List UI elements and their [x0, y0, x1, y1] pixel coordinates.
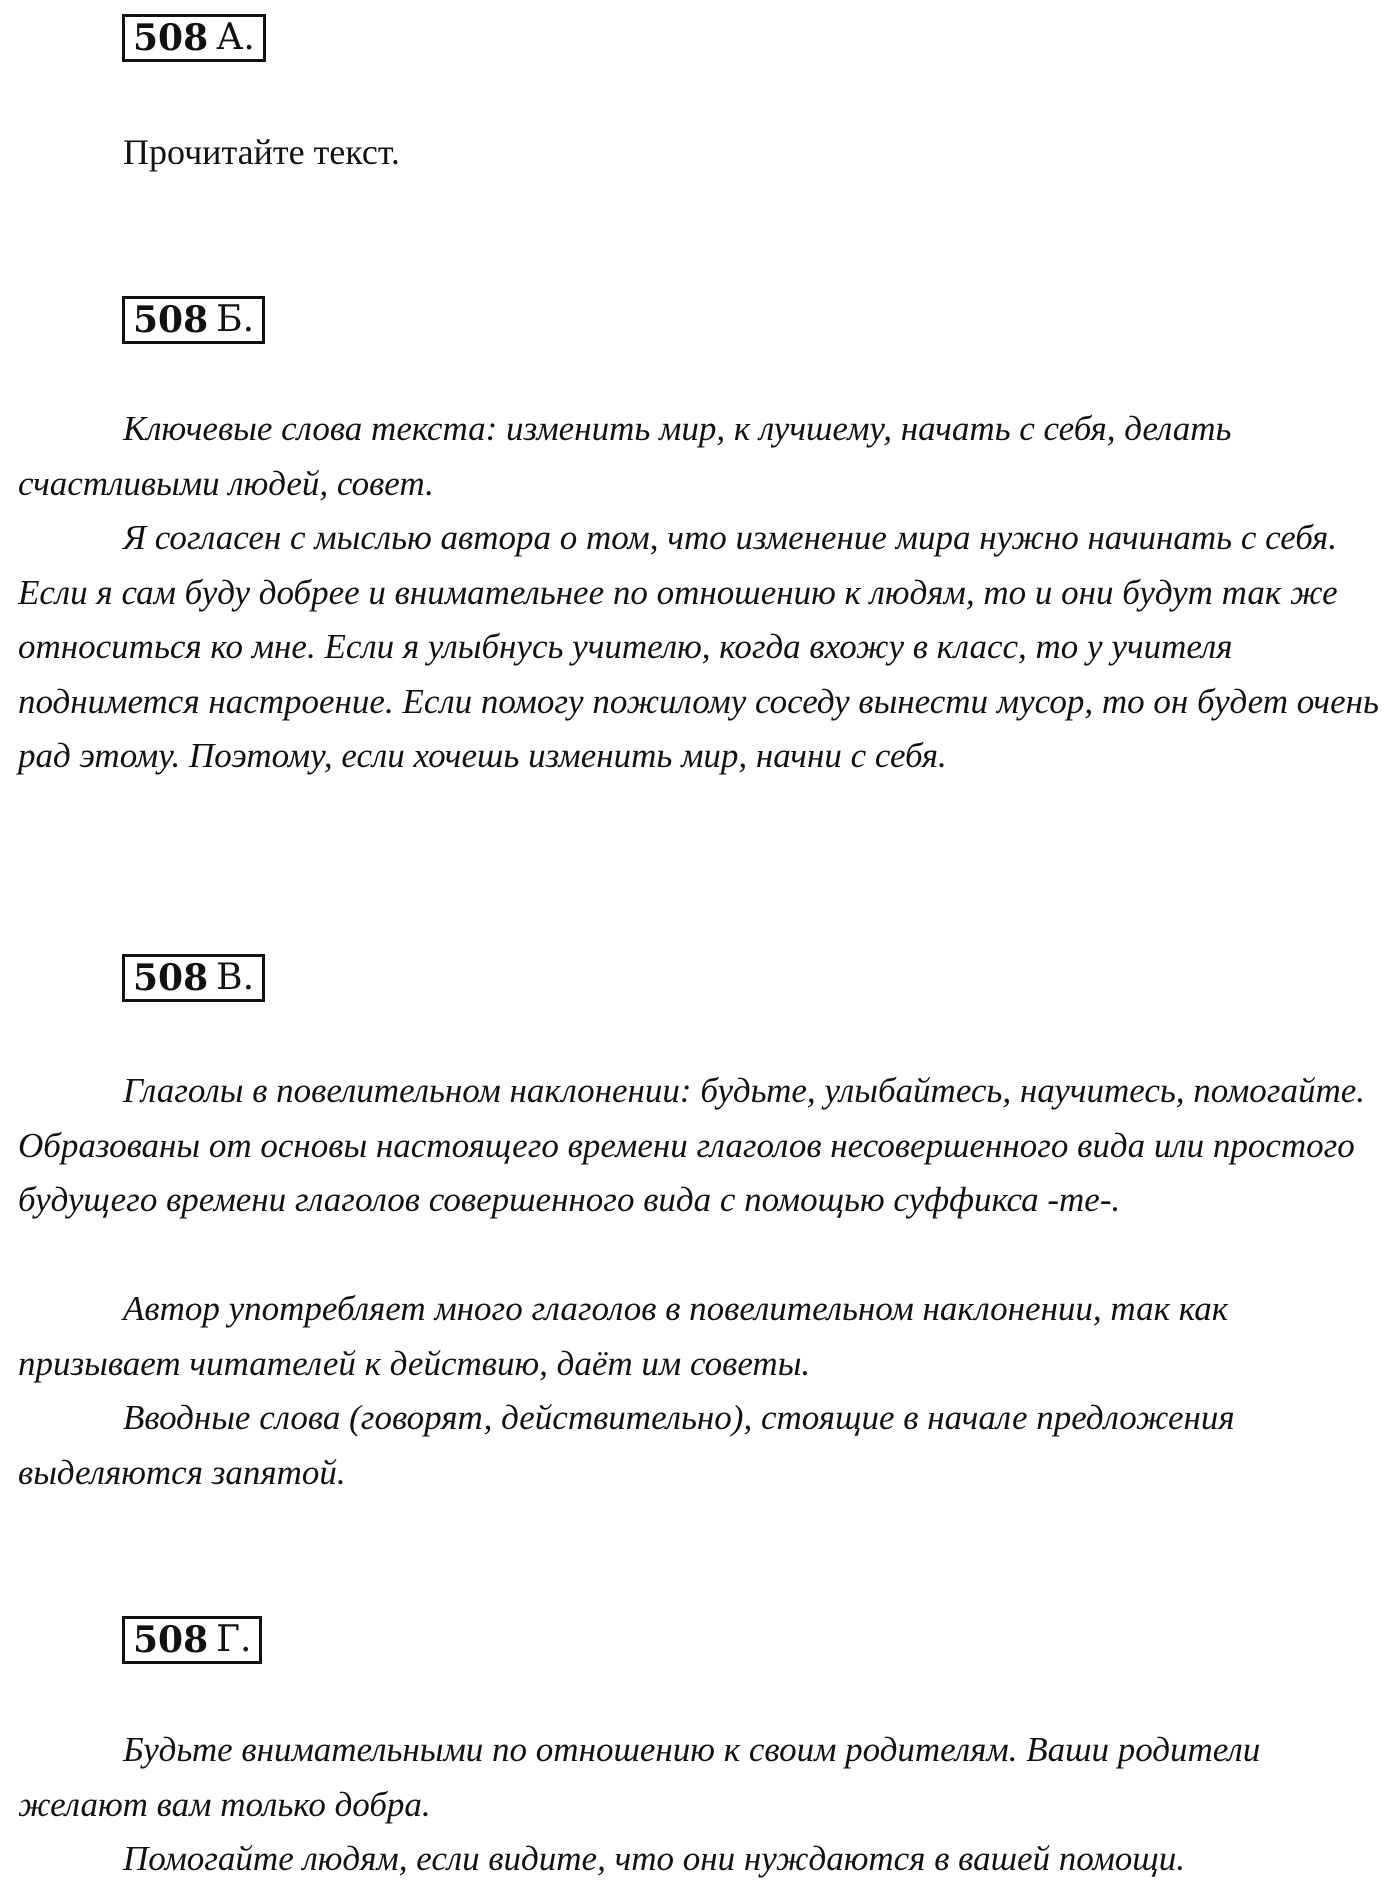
exercise-number: 508 [133, 17, 209, 59]
exercise-label-508a [122, 14, 266, 62]
paragraph: Автор употребляет много глаголов в повелительном наклонении, так как призывает читателей к действию, даёт им советы. [18, 1289, 1229, 1383]
paragraph: Ключевые слова текста: изменить мир, к лучшему, начать с себя, делать счастливыми людей, совет. [18, 409, 1232, 503]
paragraph: Помогайте людям, если видите, что они нуждаются в вашей помощи. [123, 1839, 1185, 1878]
paragraph: Глаголы в повелительном наклонении: будьте, улыбайтесь, научитесь, помогайте. Образованы от основы настоящего времени глаголов несовершенного вида или простого будущего времени глаголов совершенного вида с помощью суффикса -те-. [18, 1071, 1366, 1219]
intro-text: Прочитайте текст. [123, 132, 400, 172]
exercise-label-508g [122, 1616, 262, 1664]
paragraph: Вводные слова (говорят, действительно), стоящие в начале предложения выделяются запятой. [18, 1398, 1235, 1492]
exercise-letter: А. [216, 17, 255, 58]
exercise-label-508b [122, 296, 265, 344]
exercise-number: 508 [133, 957, 209, 999]
exercise-letter: Г. [216, 1619, 252, 1660]
exercise-number: 508 [133, 1619, 209, 1661]
exercise-letter: Б. [216, 299, 255, 340]
exercise-label-508v [122, 954, 265, 1002]
paragraph: Я согласен с мыслью автора о том, что изменение мира нужно начинать с себя. Если я сам буду добрее и внимательнее по отношению к людям, то и они будут так же относиться ко мне. Если я улыбнусь учителю, когда вхожу в класс, то у учителя поднимется настроение. Если помогу пожилому соседу вынести мусор, то он будет очень рад этому. Поэтому, если хочешь изменить мир, начни с себя. [18, 518, 1379, 775]
paragraph: Будьте внимательными по отношению к своим родителям. Ваши родители желают вам только добра. [18, 1730, 1261, 1824]
exercise-letter: В. [216, 957, 255, 998]
exercise-number: 508 [133, 299, 209, 341]
